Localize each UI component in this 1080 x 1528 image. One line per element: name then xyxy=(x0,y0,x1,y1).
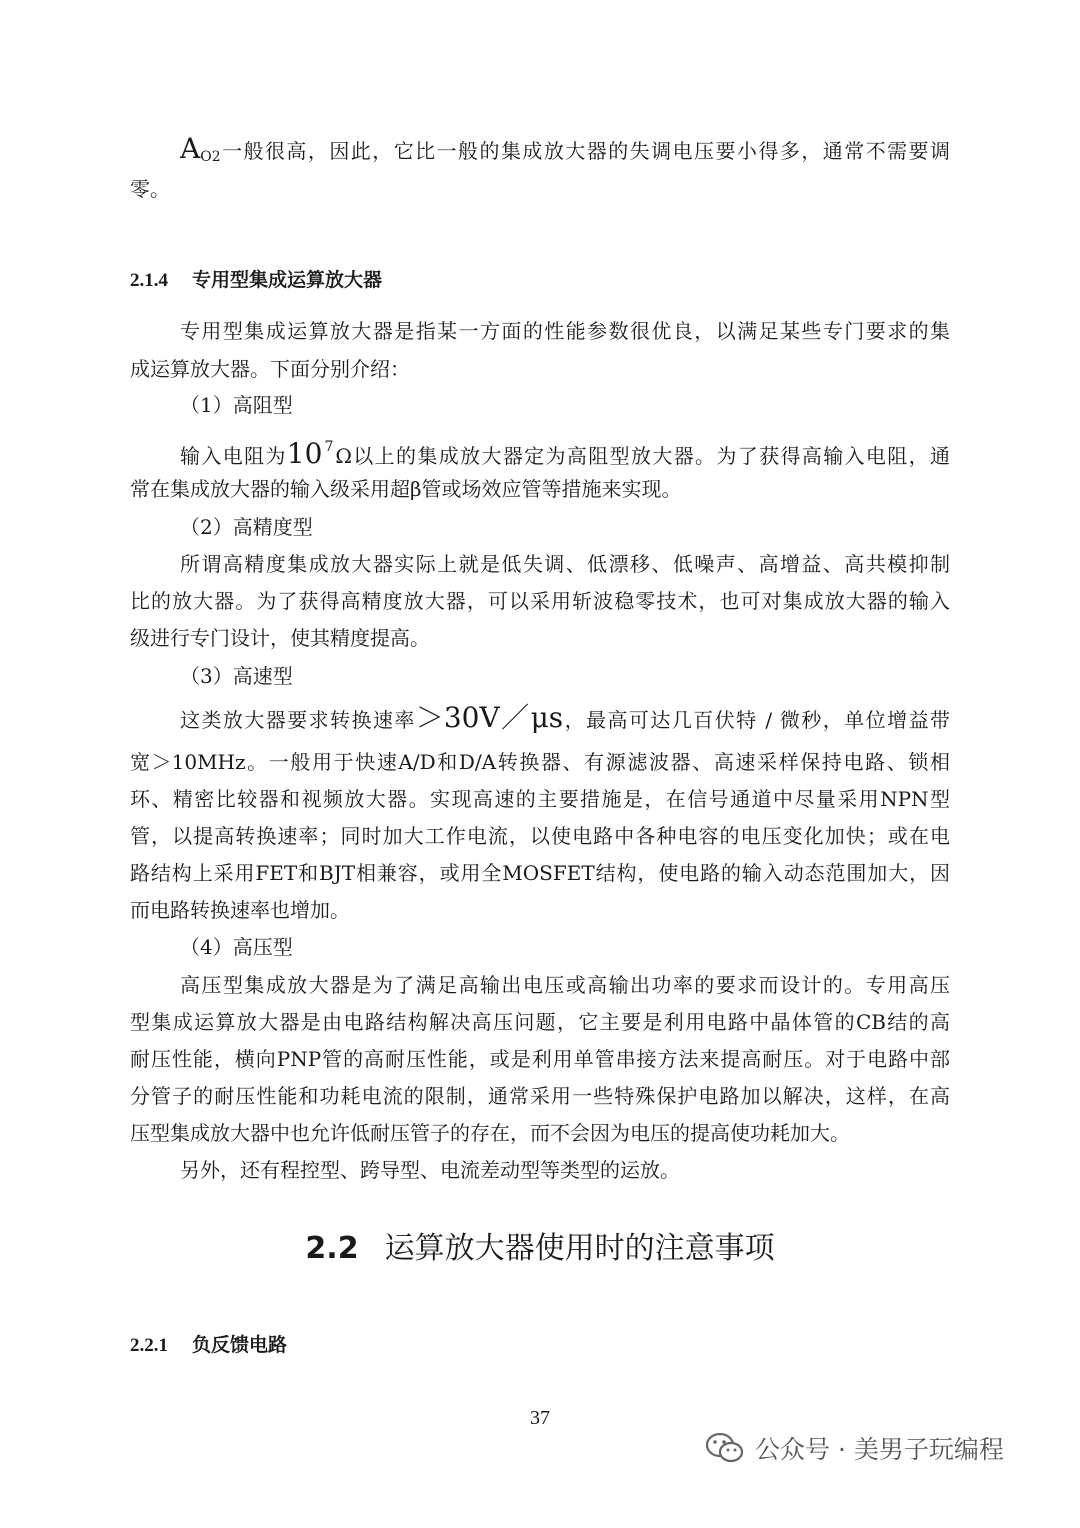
section-heading-2-2 xyxy=(0,1229,1080,1269)
page-number: 37 xyxy=(530,1407,550,1429)
item3-line-1 xyxy=(180,703,950,735)
item1-line-2: 常在集成放大器的输入级采用超β管或场效应管等措施来实现。 xyxy=(130,477,682,501)
exponent: 7 xyxy=(324,439,334,455)
item3-heading: （3）高速型 xyxy=(180,664,293,688)
item3-line-6: 而电路转换速率也增加。 xyxy=(130,898,350,922)
section-heading-2-2-1 xyxy=(130,1330,287,1361)
item3-line-2: 宽＞10MHz。一般用于快速A/D和D/A转换器、有源滤波器、高速采样保持电路、锁相 xyxy=(130,750,950,774)
wechat-icon xyxy=(705,1431,745,1465)
slew-rate: ＞30V／μs xyxy=(415,701,564,734)
item4-line-5: 压型集成放大器中也允许低耐压管子的存在，而不会因为电压的提高使功耗加大。 xyxy=(130,1121,850,1145)
item4-heading: （4）高压型 xyxy=(180,935,293,959)
item2-line-2: 比的放大器。为了获得高精度放大器，可以采用斩波稳零技术，也可对集成放大器的输入 xyxy=(130,589,950,613)
item2-heading: （2）高精度型 xyxy=(180,515,313,539)
item1-heading: （1）高阻型 xyxy=(180,393,293,417)
intro-line-1-text: 一般很高，因此，它比一般的集成放大器的失调电压要小得多，通常不需要调 xyxy=(220,139,950,163)
item4-line-1: 高压型集成放大器是为了满足高输出电压或高输出功率的要求而设计的。专用高压 xyxy=(180,973,950,997)
other-types-line: 另外，还有程控型、跨导型、电流差动型等类型的运放。 xyxy=(180,1158,680,1182)
section-title: 运算放大器使用时的注意事项 xyxy=(384,1231,775,1266)
section-title: 负反馈电路 xyxy=(192,1334,288,1356)
item1-line-1-b: 以上的集成放大器定为高阻型放大器。为了获得高输入电阻，通 xyxy=(351,444,951,468)
para-214-line-2: 成运算放大器。下面分别介绍： xyxy=(130,357,410,381)
a-subscript: O2 xyxy=(200,149,221,165)
watermark xyxy=(705,1428,1004,1468)
item3-line-1-b: ，最高可达几百伏特 / 微秒，单位增益带 xyxy=(563,708,951,732)
section-heading-2-1-4 xyxy=(130,265,382,296)
a-symbol: A xyxy=(180,132,201,165)
item4-line-3: 耐压性能，横向PNP管的高耐压性能，或是利用单管串接方法来提高耐压。对于电路中部 xyxy=(130,1047,950,1071)
section-title: 专用型集成运算放大器 xyxy=(192,269,383,291)
item2-line-3: 级进行专门设计，使其精度提高。 xyxy=(130,626,430,650)
section-number: 2.1.4 xyxy=(130,270,168,291)
item3-line-4: 管，以提高转换速率；同时加大工作电流，以使电路中各种电容的电压变化加快；或在电 xyxy=(130,824,950,848)
intro-line-2: 零。 xyxy=(130,177,170,201)
section-number: 2.2.1 xyxy=(130,1335,168,1356)
ten-base: 10 xyxy=(286,437,323,470)
item4-line-4: 分管子的耐压性能和功耗电流的限制，通常采用一些特殊保护电路加以解决，这样，在高 xyxy=(130,1084,950,1108)
intro-line-1 xyxy=(180,134,950,172)
para-214-line-1: 专用型集成运算放大器是指某一方面的性能参数很优良，以满足某些专门要求的集 xyxy=(180,319,950,343)
item3-line-5: 路结构上采用FET和BJT相兼容，或用全MOSFET结构，使电路的输入动态范围加大，因 xyxy=(130,861,950,885)
section-number: 2.2 xyxy=(305,1231,359,1266)
omega-symbol: Ω xyxy=(335,444,352,468)
item1-line-1 xyxy=(180,432,950,471)
item3-line-1-a: 这类放大器要求转换速率 xyxy=(180,708,416,732)
item4-line-2: 型集成运算放大器是由电路结构解决高压问题，它主要是利用电路中晶体管的CB结的高 xyxy=(130,1010,950,1034)
watermark-text: 公众号 · 美男子玩编程 xyxy=(755,1435,1004,1464)
item2-line-1: 所谓高精度集成放大器实际上就是低失调、低漂移、低噪声、高增益、高共模抑制 xyxy=(180,552,950,576)
item1-line-1-a: 输入电阻为 xyxy=(180,444,287,468)
item3-line-3: 环、精密比较器和视频放大器。实现高速的主要措施是，在信号通道中尽量采用NPN型 xyxy=(130,787,950,811)
